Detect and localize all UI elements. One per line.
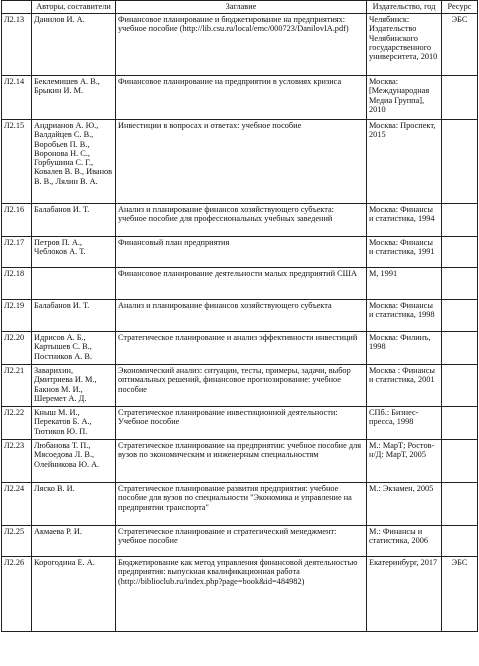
row-publisher: Москва: Финансы и статистика, 1994 (367, 204, 442, 237)
row-publisher: Москва: Финансы и статистика, 1998 (367, 300, 442, 332)
row-resource (442, 440, 478, 483)
header-resource: Ресурс (442, 1, 478, 14)
row-authors: Корогодина Е. А. (32, 557, 116, 632)
table-row (2, 204, 478, 237)
row-publisher: Москва: [Международная Медиа Группа], 2010 (367, 76, 442, 120)
row-authors: Заварихин, Дмитриева И. М., Бакнов М. И., Шеремет А. Д. (32, 365, 116, 407)
table-row (2, 526, 478, 557)
row-authors: Балабанов И. Т. (32, 300, 116, 332)
row-resource (442, 483, 478, 526)
row-authors (32, 268, 116, 300)
row-title: Экономический анализ: ситуации, тесты, примеры, задачи, выбор оптимальных решений, финансовое прогнозирование: учебное пособие (116, 365, 367, 407)
table-row (2, 237, 478, 268)
row-id: Л2.22 (2, 407, 32, 440)
row-publisher: Екатеринбург, 2017 (367, 557, 442, 632)
table-row (2, 483, 478, 526)
row-title: Бюджетирование как метод управления финансовой деятельностью предприятия: выпускная квалификационная работа (http://biblioclub.ru/index.php?page=book&id=484982) (116, 557, 367, 632)
row-title: Финансовый план предприятия (116, 237, 367, 268)
row-authors: Ляско В. И. (32, 483, 116, 526)
row-authors: Балабанов И. Т. (32, 204, 116, 237)
row-authors: Данилов И. А. (32, 14, 116, 76)
table-row (2, 120, 478, 204)
row-id: Л2.14 (2, 76, 32, 120)
row-id: Л2.16 (2, 204, 32, 237)
row-resource: ЭБС (442, 557, 478, 632)
row-resource (442, 526, 478, 557)
row-title: Финансовое планирование и бюджетирование на предприятиях: учебное пособие (http://lib.csu.ru/local/emc/000723/DanilovIA.pdf) (116, 14, 367, 76)
row-resource (442, 300, 478, 332)
table-row (2, 300, 478, 332)
header-publisher: Издательство, год (367, 1, 442, 14)
bibliography-table (1, 0, 478, 632)
row-resource (442, 120, 478, 204)
row-resource (442, 237, 478, 268)
table-row (2, 332, 478, 365)
row-publisher: М.: Финансы и статистика, 2006 (367, 526, 442, 557)
row-authors: Кныш М. И., Перекатов Б. А., Тютиков Ю. П. (32, 407, 116, 440)
row-title: Стратегическое планирование и анализ эффективности инвестиций (116, 332, 367, 365)
row-resource (442, 407, 478, 440)
table-row (2, 365, 478, 407)
row-authors: Идрисов А. Б., Картышев С. В., Постников А. В. (32, 332, 116, 365)
table-row (2, 268, 478, 300)
row-id: Л2.26 (2, 557, 32, 632)
header-title: Заглавие (116, 1, 367, 14)
row-resource (442, 365, 478, 407)
row-resource (442, 76, 478, 120)
row-resource (442, 332, 478, 365)
row-title: Стратегическое планирование и стратегический менеджмент: учебное пособие (116, 526, 367, 557)
row-title: Стратегическое планирование развития предприятия: учебное пособие для вузов по специальности "Экономика и управление на предприятии транспорта" (116, 483, 367, 526)
row-publisher: Москва: Проспект, 2015 (367, 120, 442, 204)
row-publisher: М, 1991 (367, 268, 442, 300)
row-authors: Беклемишев А. В., Брыкин И. М. (32, 76, 116, 120)
table-row (2, 14, 478, 76)
row-publisher: Москва: Финансы и статистика, 1991 (367, 237, 442, 268)
row-authors: Петров П. А., Чеблоков А. Т. (32, 237, 116, 268)
row-publisher: Челябинск: Издательство Челябинского государственного университета, 2010 (367, 14, 442, 76)
row-title: Стратегическое планирование инвестиционной деятельности: Учебное пособие (116, 407, 367, 440)
row-publisher: М.: МарТ; Ростов-н/Д: МарТ, 2005 (367, 440, 442, 483)
row-resource (442, 204, 478, 237)
row-id: Л2.13 (2, 14, 32, 76)
row-id: Л2.21 (2, 365, 32, 407)
table-row (2, 440, 478, 483)
row-id: Л2.17 (2, 237, 32, 268)
header-id (2, 1, 32, 14)
row-publisher: Москва : Финансы и статистика, 2001 (367, 365, 442, 407)
table-row (2, 76, 478, 120)
row-title: Анализ и планирование финансов хозяйствующего субъекта (116, 300, 367, 332)
row-authors: Андрианов А. Ю., Валдайцев С. В., Воробьев П. В., Воронова Н. С., Горбушина С. Г., Ковалев В. В., Иванов В. В., Лялин В. А. (32, 120, 116, 204)
row-title: Стратегическое планирование на предприятии: учебное пособие для вузов по экономическим и инженерным специальностям (116, 440, 367, 483)
row-title: Инвестиции в вопросах и ответах: учебное пособие (116, 120, 367, 204)
row-publisher: Москва: Филинъ, 1998 (367, 332, 442, 365)
row-id: Л2.25 (2, 526, 32, 557)
row-id: Л2.20 (2, 332, 32, 365)
row-resource (442, 268, 478, 300)
row-resource: ЭБС (442, 14, 478, 76)
table-header-row (2, 1, 478, 14)
row-id: Л2.24 (2, 483, 32, 526)
header-authors: Авторы, составители (32, 1, 116, 14)
row-id: Л2.15 (2, 120, 32, 204)
row-id: Л2.23 (2, 440, 32, 483)
row-authors: Любанова Т. П., Мясоедова Л. В., Олейникова Ю. А. (32, 440, 116, 483)
row-title: Анализ и планирование финансов хозяйствующего субъекта: учебное пособие для профессиональных учебных заведений (116, 204, 367, 237)
row-title: Финансовое планирование деятельности малых предприятий США (116, 268, 367, 300)
row-authors: Акмаева Р. И. (32, 526, 116, 557)
row-publisher: СПб.: Бизнес-пресса, 1998 (367, 407, 442, 440)
table-row (2, 407, 478, 440)
row-id: Л2.19 (2, 300, 32, 332)
table-row (2, 557, 478, 632)
row-id: Л2.18 (2, 268, 32, 300)
row-publisher: М.: Экзамен, 2005 (367, 483, 442, 526)
row-title: Финансовое планирование на предприятии в условиях кризиса (116, 76, 367, 120)
